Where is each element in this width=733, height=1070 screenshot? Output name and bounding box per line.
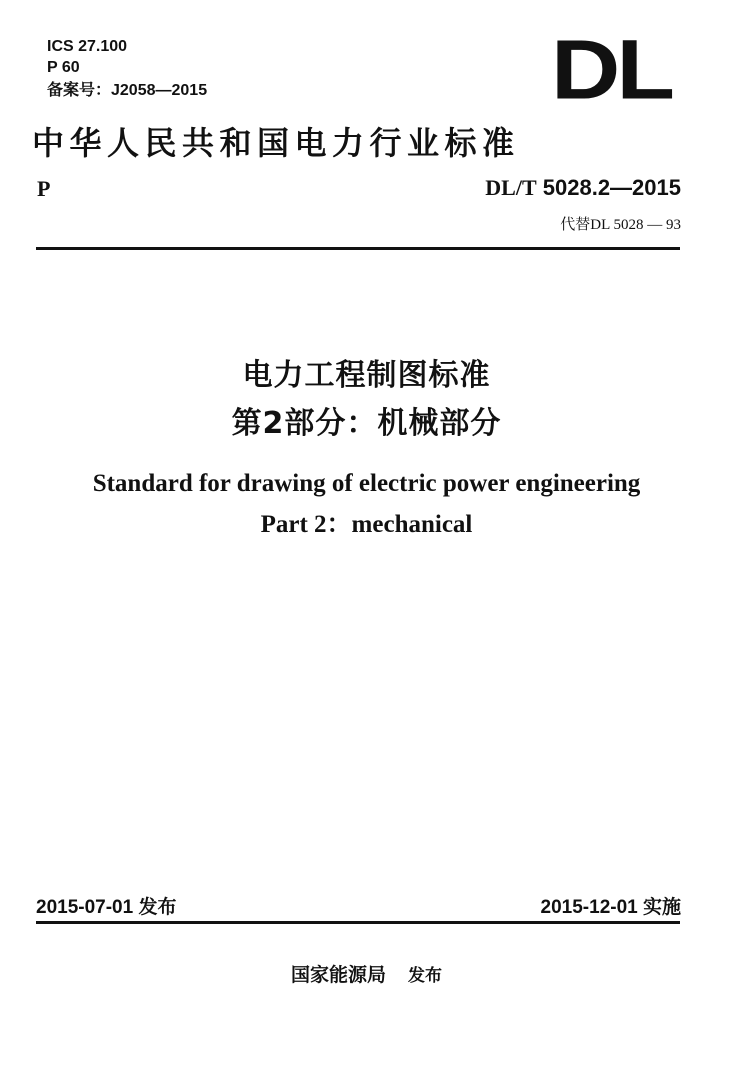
- standard-category-title: 中华人民共和国电力行业标准: [32, 124, 520, 162]
- standard-number-value: 5028.2—2015: [542, 175, 681, 200]
- top-divider: [36, 247, 680, 250]
- issuer-action: 发布: [408, 966, 442, 986]
- category-letter: P: [37, 176, 51, 201]
- dl-logo: DL: [551, 22, 671, 117]
- title-english-line2: Part 2：mechanical: [260, 511, 473, 538]
- title-english-line1: Standard for drawing of electric power engineering: [92, 470, 641, 497]
- replaces-note: 代替DL 5028 — 93: [560, 217, 681, 233]
- issuer-name: 国家能源局: [290, 964, 386, 986]
- standard-number-prefix: DL/T: [485, 175, 537, 200]
- standard-number: [485, 175, 681, 201]
- issue-date: 2015-07-01 发布: [36, 897, 177, 918]
- ics-code: ICS 27.100: [47, 38, 128, 55]
- record-number: 备案号：J2058—2015: [47, 82, 208, 99]
- implementation-date: 2015-12-01 实施: [540, 897, 681, 918]
- bottom-divider: [36, 921, 680, 924]
- title-chinese-line2: 第2部分：机械部分: [231, 406, 502, 441]
- p-code: P 60: [47, 59, 80, 76]
- issuer: [0, 960, 733, 987]
- title-chinese-line1: 电力工程制图标准: [242, 358, 491, 393]
